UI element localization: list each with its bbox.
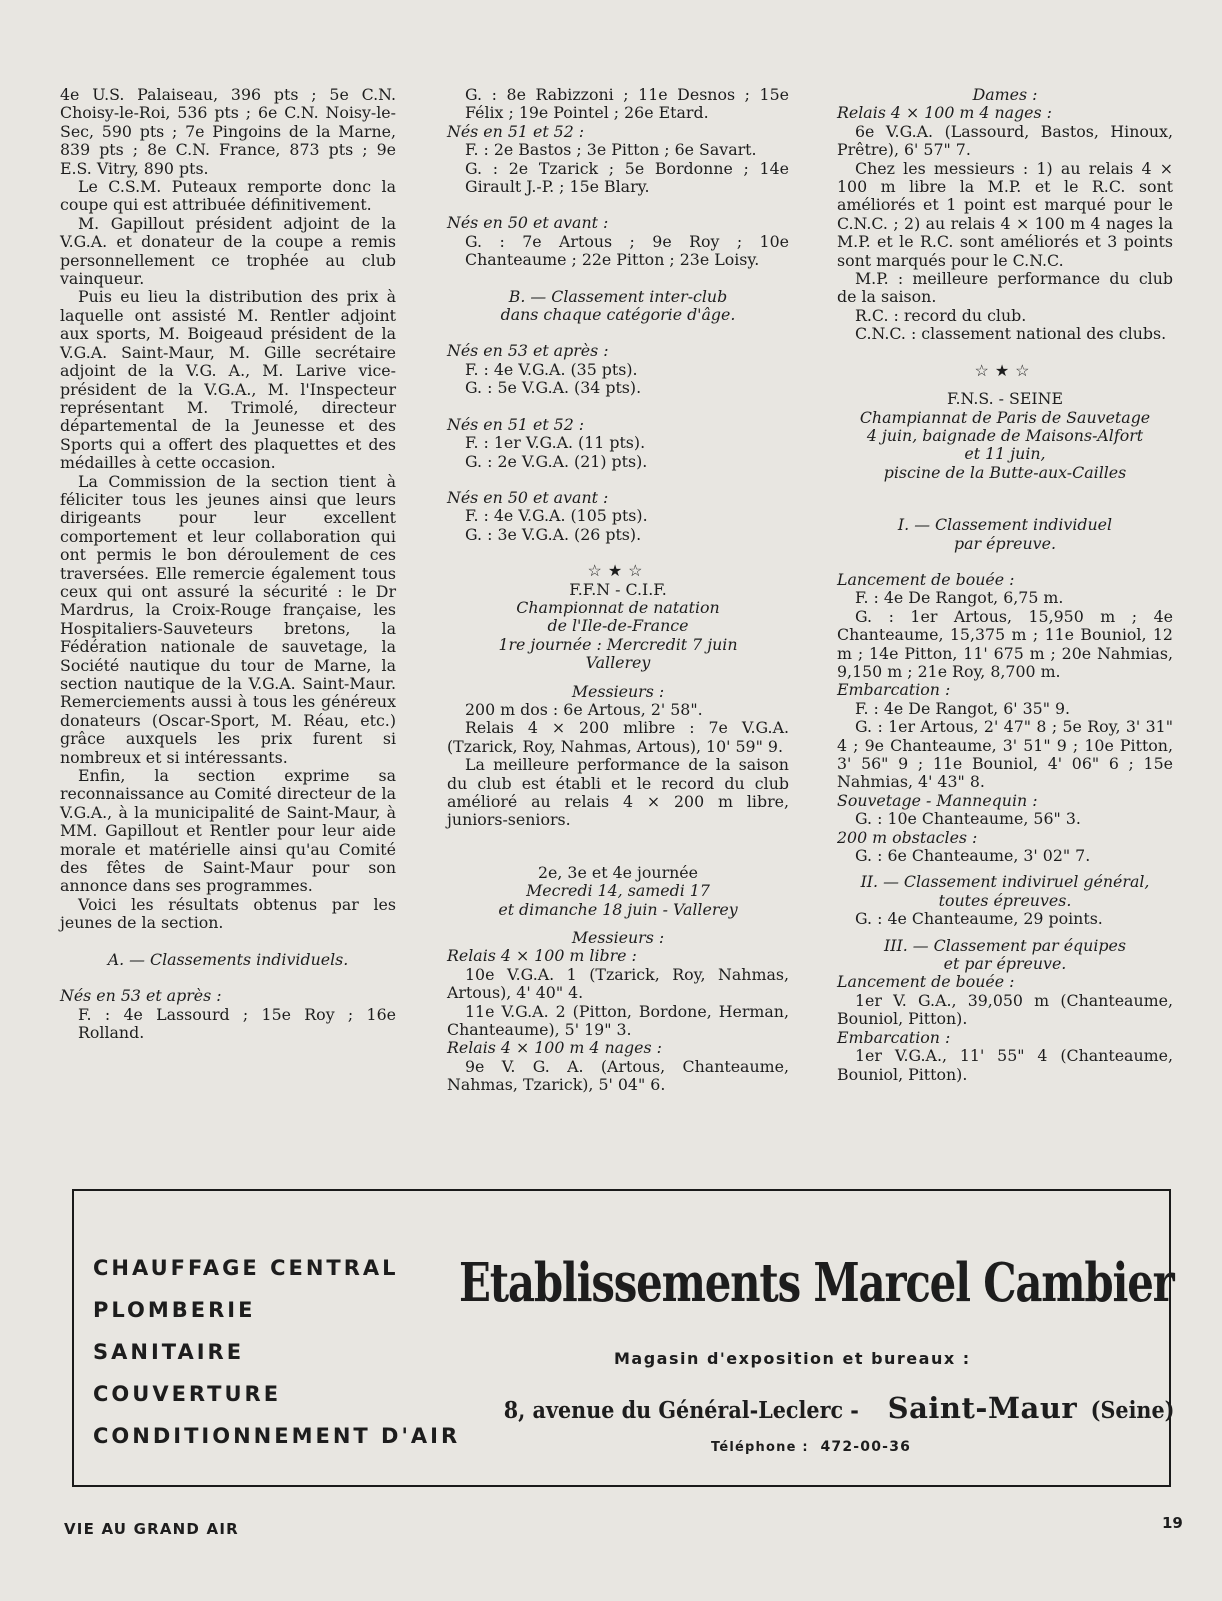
category-heading: 200 m obstacles : <box>837 827 978 847</box>
category-heading: Embarcation : <box>837 680 951 700</box>
category-heading: Nés en 50 et avant : <box>447 487 609 507</box>
ad-address <box>484 1391 1179 1425</box>
section-heading: toutes épreuves. <box>938 890 1072 910</box>
ad-subtitle: Magasin d'exposition et bureaux : <box>614 1349 971 1368</box>
category-heading: Relais 4 × 100 m 4 nages : <box>447 1038 662 1058</box>
page-number: 19 <box>1162 1514 1183 1532</box>
result-line: F. : 4e Lassourd ; 15e Roy ; 16e Rolland. <box>78 1004 396 1042</box>
result-line: 1er V.G.A., 11' 55" 4 (Chanteaume, Bouniol, Pitton). <box>837 1046 1173 1084</box>
event-subtitle: Champiannat de Paris de Sauvetage <box>859 407 1151 427</box>
result-line: F. : 4e V.G.A. (105 pts). <box>465 506 648 526</box>
result-line: G. : 1er Artous, 15,950 m ; 4e Chanteaume, 15,375 m ; 11e Bouniol, 12 m ; 14e Pitton, 11' 675 m ; 20e Nahmias, 9,150 m ; 21e Roy, 8,700 m. <box>837 606 1173 681</box>
paragraph: La meilleure performance de la saison du club est établi et le record du club amélioré au relais 4 × 200 m libre, juniors-seniors. <box>447 755 789 830</box>
category-heading: Embarcation : <box>837 1027 951 1047</box>
category-heading: Relais 4 × 100 m 4 nages : <box>837 103 1052 123</box>
paragraph: M.P. : meilleure performance du club de la saison. <box>837 269 1173 307</box>
section-heading: I. — Classement individuel <box>897 515 1113 535</box>
event-subtitle: Vallerey <box>585 653 651 673</box>
result-line: F. : 1er V.G.A. (11 pts). <box>465 433 646 453</box>
ad-street: 8, avenue du Général-Leclerc - <box>503 1397 859 1424</box>
category-heading: Nés en 51 et 52 : <box>447 121 585 141</box>
result-line: G. : 10e Chanteaume, 56" 3. <box>855 809 1081 829</box>
event-title: 2e, 3e et 4e journée <box>537 862 698 882</box>
result-line: G. : 8e Rabizzoni ; 11e Desnos ; 15e Félix ; 19e Pointel ; 26e Etard. <box>465 85 789 123</box>
section-heading: par épreuve. <box>954 533 1056 553</box>
event-subtitle: piscine de la Butte-aux-Cailles <box>883 462 1127 482</box>
paragraph: C.N.C. : classement national des clubs. <box>855 324 1167 344</box>
star-divider-icon: ☆★☆ <box>587 561 649 581</box>
ad-services-list <box>93 1247 461 1457</box>
result-line: 9e V. G. A. (Artous, Chanteaume, Nahmas, Tzarick), 5' 04" 6. <box>447 1056 789 1095</box>
category-heading: Dames : <box>972 85 1038 104</box>
category-heading: Messieurs : <box>571 928 665 948</box>
result-line: F. : 4e De Rangot, 6' 35" 9. <box>855 698 1071 718</box>
category-heading: Souvetage - Mannequin : <box>837 790 1038 810</box>
category-heading: Relais 4 × 100 m libre : <box>447 946 637 966</box>
paragraph: La Commission de la section tient à féliciter tous les jeunes ainsi que leurs dirigeants pour leur excellent comportement et leur collaboration qui ont permis le bon déroulement de ces traversées. Elle remercie également tous ceux qui ont assuré la sécurité : le Dr Mardrus, la Croix-Rouge française, les Hospitaliers-Sauveteurs bretons, la Fédération nationale de sauvetage, la Société nautique du tour de Marne, la section nautique de la V.G.A. Saint-Maur. Remerciements aussi à tous les généreux donateurs (Oscar-Sport, M. Réau, etc.) grâce auxquels les prix furent si nombreux et si intéressants. <box>60 471 396 767</box>
category-heading: Nés en 51 et 52 : <box>447 414 585 434</box>
result-line: F. : 2e Bastos ; 3e Pitton ; 6e Savart. <box>465 140 757 160</box>
result-line: 11e V.G.A. 2 (Pitton, Bordone, Herman, Chanteaume), 5' 19" 3. <box>447 1001 789 1040</box>
event-title: F.N.S. - SEINE <box>947 389 1063 409</box>
section-heading: dans chaque catégorie d'âge. <box>500 305 736 325</box>
event-subtitle: 1re journée : Mercredit 7 juin <box>498 634 738 654</box>
ad-city: Saint-Maur <box>887 1391 1078 1425</box>
event-subtitle: de l'Ile-de-France <box>547 616 689 636</box>
section-heading: B. — Classement inter-club <box>508 286 728 306</box>
phone-number: 472-00-36 <box>820 1439 912 1455</box>
result-line: G. : 5e V.G.A. (34 pts). <box>465 378 642 398</box>
section-heading: II. — Classement indiviruel général, <box>860 872 1150 892</box>
event-title: F.F.N - C.I.F. <box>569 579 667 599</box>
ad-company-name: Etablissements Marcel Cambier <box>459 1252 1174 1314</box>
result-line: G. : 1er Artous, 2' 47" 8 ; 5e Roy, 3' 31" 4 ; 9e Chanteaume, 3' 51" 9 ; 10e Pitton, 3' 56" 9 ; 11e Bouniol, 4' 06" 6 ; 15e Nahmias, 4' 43" 8. <box>837 717 1173 792</box>
event-subtitle: et dimanche 18 juin - Vallerey <box>498 899 738 919</box>
result-line: G. : 3e V.G.A. (26 pts). <box>465 524 642 544</box>
paragraph: Le C.S.M. Puteaux remporte donc la coupe qui est attribuée définitivement. <box>60 177 396 215</box>
result-line: 200 m dos : 6e Artous, 2' 58". <box>465 699 703 719</box>
ad-service-item: CONDITIONNEMENT D'AIR <box>93 1424 461 1448</box>
ad-service-item: PLOMBERIE <box>93 1298 256 1322</box>
result-line: 1er V. G.A., 39,050 m (Chanteaume, Bouniol, Pitton). <box>837 990 1173 1029</box>
result-line: 6e V.G.A. (Lassourd, Bastos, Hinoux, Prêtre), 6' 57" 7. <box>837 121 1173 160</box>
ad-service-item: COUVERTURE <box>93 1382 282 1406</box>
result-line: G. : 4e Chanteaume, 29 points. <box>855 909 1103 929</box>
ad-phone <box>711 1439 911 1455</box>
result-line: Relais 4 × 200 mlibre : 7e V.G.A. (Tzarick, Roy, Nahmas, Artous), 10' 59" 9. <box>447 718 789 756</box>
phone-label: Téléphone : <box>711 1440 809 1455</box>
paragraph: Voici les résultats obtenus par les jeunes de la section. <box>60 894 396 933</box>
result-line: G. : 7e Artous ; 9e Roy ; 10e Chanteaume ; 22e Pitton ; 23e Loisy. <box>465 231 789 270</box>
paragraph: 4e U.S. Palaiseau, 396 pts ; 5e C.N. Choisy-le-Roi, 536 pts ; 6e C.N. Noisy-le-Sec, 590 pts ; 7e Pingoins de la Marne, 839 pts ; 8e C.N. France, 873 pts ; 9e E.S. Vitry, 890 pts. <box>60 85 396 178</box>
category-heading: Lancement de bouée : <box>837 569 1015 589</box>
paragraph: M. Gapillout président adjoint de la V.G.A. et donateur de la coupe a remis personnellement ce trophée au club vainqueur. <box>60 213 396 289</box>
event-subtitle: Championnat de natation <box>516 597 720 617</box>
category-heading: Nés en 50 et avant : <box>447 213 609 233</box>
result-line: G. : 2e V.G.A. (21) pts). <box>465 451 648 471</box>
magazine-name: VIE AU GRAND AIR <box>64 1520 239 1538</box>
paragraph: Enfin, la section exprime sa reconnaissance au Comité directeur de la V.G.A., à la municipalité de Saint-Maur, à MM. Gapillout et Rentler pour leur aide morale et matérielle ainsi qu'au Comité des fêtes de Saint-Maur pour son annonce dans ses programmes. <box>60 766 396 896</box>
result-line: F. : 4e V.G.A. (35 pts). <box>465 359 638 379</box>
section-heading: III. — Classement par équipes <box>884 935 1126 955</box>
ad-service-item: CHAUFFAGE CENTRAL <box>93 1256 399 1280</box>
paragraph: Puis eu lieu la distribution des prix à laquelle ont assisté M. Rentler adjoint aux sports, M. Boigeaud président de la V.G.A. Saint-Maur, M. Gille secrétaire adjoint de la V.G. A., M. Larive vice-président de la V.G.A., M. l'Inspecteur représentant M. Trimolé, directeur départemental de la Jeunesse et des Sports qui a offert des plaquettes et des médailles à cette occasion. <box>60 287 396 473</box>
article-column-2 <box>447 86 789 1095</box>
article-column-1 <box>60 86 396 1042</box>
result-line: G. : 2e Tzarick ; 5e Bordonne ; 14e Girault J.-P. ; 15e Blary. <box>465 158 789 197</box>
result-line: 10e V.G.A. 1 (Tzarick, Roy, Nahmas, Artous), 4' 40" 4. <box>447 964 789 1003</box>
advertisement-box <box>72 1189 1175 1487</box>
event-subtitle: Mecredi 14, samedi 17 <box>526 881 710 901</box>
paragraph: R.C. : record du club. <box>855 305 1027 325</box>
article-column-3 <box>837 86 1173 1084</box>
event-subtitle: 4 juin, baignade de Maisons-Alfort <box>866 425 1144 445</box>
result-line: F. : 4e De Rangot, 6,75 m. <box>855 588 1064 608</box>
section-heading: et par épreuve. <box>943 954 1067 974</box>
category-heading: Nés en 53 et après : <box>447 341 609 361</box>
category-heading: Messieurs : <box>571 681 665 701</box>
section-heading: A. — Classements individuels. <box>107 949 349 969</box>
result-line: G. : 6e Chanteaume, 3' 02" 7. <box>855 846 1091 866</box>
category-heading: Lancement de bouée : <box>837 972 1015 992</box>
ad-region: (Seine) <box>1090 1397 1175 1424</box>
event-subtitle: et 11 juin, <box>964 444 1046 464</box>
ad-service-item: SANITAIRE <box>93 1340 245 1364</box>
paragraph: Chez les messieurs : 1) au relais 4 × 100 m libre la M.P. et le R.C. sont améliorés et 1 point est marqué pour le C.N.C. ; 2) au relais 4 × 100 m 4 nages la M.P. et le R.C. sont améliorés et 3 points sont marqués pour le C.N.C. <box>837 158 1173 270</box>
category-heading: Nés en 53 et après : <box>60 986 222 1006</box>
star-divider-icon: ☆★☆ <box>974 360 1036 380</box>
